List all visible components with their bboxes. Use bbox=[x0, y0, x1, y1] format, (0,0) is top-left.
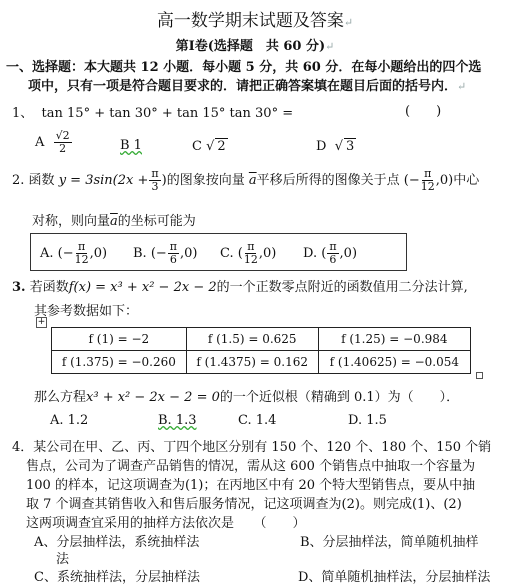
q4-line-3: 100 的样本，记这项调查为(1)；在丙地区中有 20 个特大型销售点，要从中抽 bbox=[26, 478, 476, 493]
table-resize-handle[interactable] bbox=[476, 372, 483, 379]
q2-option-d: D. ( $\frac{\pi}{6}$ ,0) bbox=[303, 240, 358, 266]
q3-equation-line: 那么方程x³ + x² − 2x − 2 = 0的一个近似根（精确到 0.1）为（ ）． bbox=[34, 390, 460, 405]
page-title: 高一数学期末试题及答案↵ bbox=[156, 11, 354, 31]
table-row bbox=[52, 328, 471, 351]
q4-option-b: B、分层抽样法，简单随机抽样 bbox=[300, 535, 479, 550]
q1-option-a: A $\frac{√2}{2}$ bbox=[35, 129, 70, 155]
q4-option-b-cont: 法 bbox=[56, 552, 70, 567]
q1-option-c: C √ 2 bbox=[192, 139, 226, 154]
q4-line-5: 这两项调查宜采用的抽样方法依次是 （ ） bbox=[26, 516, 306, 531]
q4-option-d: D、简单随机抽样法，分层抽样法 bbox=[298, 570, 491, 585]
q1-stem: 1、 tan 15° + tan 30° + tan 15° tan 30° = bbox=[12, 106, 294, 121]
q4-line-4: 取 7 个调查其销售收入和售后服务情况，记这项调查为(2)。则完成(1)、(2) bbox=[26, 497, 462, 512]
q4-line-1: 4．某公司在甲、乙、丙、丁四个地区分别有 150 个、120 个、180 个、150 个销 bbox=[12, 440, 492, 455]
q3-option-c: C. 1.4 bbox=[238, 413, 277, 428]
q1-answer-paren: ( ) bbox=[405, 104, 442, 119]
q2-stem-line2: 对称，则向量$\overline{a}$的坐标可能为 bbox=[32, 214, 196, 229]
q2-stem: 2. 函数 y = 3sin(2x + $\frac{\pi}{3}$ )的图象按向量 $\overline{a}$平移后所得的图像关于点 (− $\frac{\pi}{12}$ ,0)中心 bbox=[12, 167, 480, 193]
q2-option-b: B. (− $\frac{\pi}{6}$ ,0) bbox=[133, 240, 198, 266]
q3-option-a: A. 1.2 bbox=[50, 413, 89, 428]
table-cell: f (1.375) = −0.260 bbox=[52, 351, 187, 374]
q3-option-d: D. 1.5 bbox=[348, 413, 387, 428]
q4-option-a: A、分层抽样法，系统抽样法 bbox=[34, 535, 200, 550]
table-cell: f (1.40625) = −0.054 bbox=[318, 351, 470, 374]
table-cell: f (1.5) = 0.625 bbox=[186, 328, 318, 351]
table-move-handle[interactable]: + bbox=[37, 317, 46, 327]
q2-option-a: A. (− $\frac{\pi}{12}$ ,0) bbox=[40, 240, 108, 266]
q4-option-c: C、系统抽样法，分层抽样法 bbox=[34, 570, 200, 585]
q1-option-b: B 1 bbox=[120, 138, 142, 153]
q2-option-c: C. ( $\frac{\pi}{12}$ ,0) bbox=[220, 240, 277, 266]
table-row bbox=[52, 351, 471, 374]
q4-line-2: 售点，公司为了调查产品销售的情况，需从这 600 个销售点中抽取一个容量为 bbox=[26, 459, 476, 474]
section-label: 第Ⅰ卷(选择题 共 60 分)↵ bbox=[175, 39, 335, 54]
instruction-line-1: 一、选择题：本大题共 12 小题．每小题 5 分，共 60 分．在每小题给出的四个选 bbox=[6, 60, 482, 75]
q1-option-d: D √ 3 bbox=[316, 139, 355, 154]
q3-option-b: B. 1.3 bbox=[158, 413, 197, 428]
q3-ref-label: 其参考数据如下： bbox=[34, 304, 139, 319]
instruction-line-2: 项中，只有一项是符合题目要求的．请把正确答案填在题目后面的括号内．↵ bbox=[28, 79, 467, 94]
table-cell: f (1) = −2 bbox=[52, 328, 187, 351]
data-table bbox=[51, 327, 471, 374]
q3-stem: 3. 若函数f(x) = x³ + x² − 2x − 2的一个正数零点附近的函数值用二分法计算, bbox=[12, 280, 468, 295]
table-cell: f (1.4375) = 0.162 bbox=[186, 351, 318, 374]
table-cell: f (1.25) = −0.984 bbox=[318, 328, 470, 351]
